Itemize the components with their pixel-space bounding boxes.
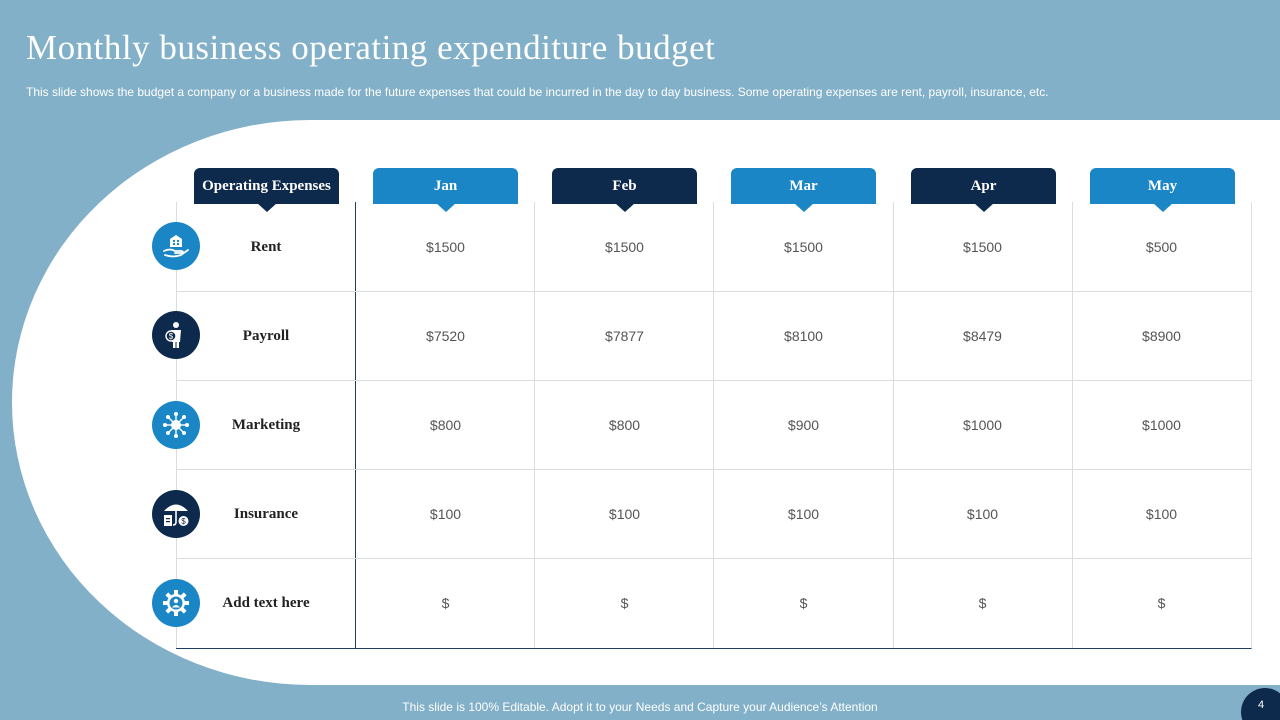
cell-insurance-apr: $100 <box>966 506 999 522</box>
row-label-payroll: Payroll <box>242 328 290 344</box>
cell-add-text-jan: $ <box>441 595 450 611</box>
header-jan <box>373 168 518 204</box>
cell-rent-feb: $1500 <box>605 239 644 255</box>
page-number: 4 <box>1241 688 1280 720</box>
grid-line <box>176 558 1251 559</box>
cell-insurance-jan: $100 <box>429 506 462 522</box>
header-label: Mar <box>789 178 818 194</box>
cell-marketing-feb: $800 <box>608 417 641 433</box>
cell-payroll-mar: $8100 <box>784 328 823 344</box>
cell-payroll-may: $8900 <box>1142 328 1181 344</box>
header-mar <box>731 168 876 204</box>
cell-insurance-feb: $100 <box>608 506 641 522</box>
header-label: Feb <box>612 178 637 194</box>
grid-line <box>176 291 1251 292</box>
rent-house-hand-icon <box>152 222 200 270</box>
cell-payroll-feb: $7877 <box>605 328 644 344</box>
cell-add-text-mar: $ <box>799 595 808 611</box>
marketing-network-icon <box>152 401 200 449</box>
grid-line <box>176 380 1251 381</box>
header-label: Operating Expenses <box>202 178 331 194</box>
header-label: Jan <box>433 178 458 194</box>
cell-insurance-mar: $100 <box>787 506 820 522</box>
cell-marketing-jan: $800 <box>429 417 462 433</box>
cell-marketing-mar: $900 <box>787 417 820 433</box>
cell-payroll-apr: $8479 <box>963 328 1002 344</box>
cell-rent-may: $500 <box>1145 239 1178 255</box>
insurance-umbrella-icon <box>152 490 200 538</box>
cell-insurance-may: $100 <box>1145 506 1178 522</box>
header-feb <box>552 168 697 204</box>
footer-note: This slide is 100% Editable. Adopt it to your Needs and Capture your Audience’s Attention <box>402 700 878 714</box>
gear-person-icon <box>152 579 200 627</box>
payroll-person-money-icon <box>152 311 200 359</box>
row-label-rent: Rent <box>250 239 282 255</box>
cell-rent-jan: $1500 <box>426 239 465 255</box>
row-label-add-text: Add text here <box>222 595 310 611</box>
header-label: May <box>1147 178 1178 194</box>
cell-rent-mar: $1500 <box>784 239 823 255</box>
cell-add-text-may: $ <box>1157 595 1166 611</box>
cell-add-text-feb: $ <box>620 595 629 611</box>
header-operating-expenses <box>194 168 339 204</box>
row-label-marketing: Marketing <box>231 417 301 433</box>
row-label-insurance: Insurance <box>233 506 299 522</box>
header-may <box>1090 168 1235 204</box>
cell-rent-apr: $1500 <box>963 239 1002 255</box>
cell-add-text-apr: $ <box>978 595 987 611</box>
svg-text:$: $ <box>181 517 186 526</box>
grid-line <box>176 469 1251 470</box>
cell-marketing-apr: $1000 <box>963 417 1002 433</box>
cell-payroll-jan: $7520 <box>426 328 465 344</box>
header-apr <box>911 168 1056 204</box>
header-label: Apr <box>970 178 997 194</box>
svg-text:$: $ <box>168 332 174 341</box>
slide-subtitle: This slide shows the budget a company or a business made for the future expenses that could be incurred in the day to day business. Some operating expenses are rent, payroll, insurance, etc. <box>26 85 1049 99</box>
cell-marketing-may: $1000 <box>1142 417 1181 433</box>
slide-title: Monthly business operating expenditure budget <box>26 28 716 67</box>
